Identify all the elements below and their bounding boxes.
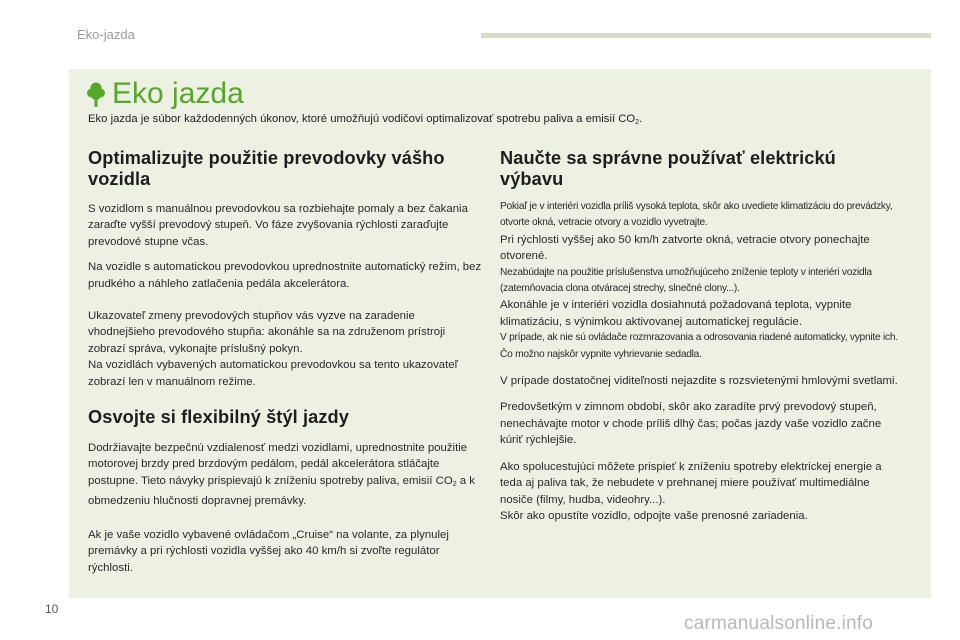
paragraph: Ak je vaše vozidlo vybavené ovládačom „Cruise“ na volante, za plynulej premávky a pri rýchlosti vozidla vyššej ako 40 km/h si zvoľte regulátor rýchlosti.: [88, 528, 449, 574]
page-title: Eko jazda: [112, 77, 244, 110]
paragraph: Ukazovateľ zmeny prevodových stupňov vás vyzve na zaradenie vhodnejšieho prevodového stupňa: akonáhle sa na združenom prístroji zobrazí správa, vykonajte príslušný pokyn.: [88, 310, 446, 355]
tree-icon: [87, 82, 105, 108]
paragraph: V prípade, ak nie sú ovládače rozmrazovania a odrosovania riadené automaticky, vypnite ich.: [500, 332, 898, 344]
paragraph: V prípade dostatočnej viditeľnosti nejazdite s rozsvietenými hmlovými svetlami.: [500, 375, 898, 388]
paragraph: Pri rýchlosti vyššej ako 50 km/h zatvorte okná, vetracie otvory ponechajte otvorené.: [500, 233, 870, 263]
paragraph: Predovšetkým v zimnom období, skôr ako zaradíte prvý prevodový stupeň, nenechávajte motor v chode príliš dlhý čas; počas jazdy vaše vozidlo začne kúriť rýchlejšie.: [500, 401, 882, 447]
heading-electrical: Naučte sa správne používať elektrickú výbavu: [500, 148, 836, 189]
right-column: [500, 148, 900, 524]
paragraph: Akonáhle je v interiéri vozidla dosiahnutá požadovaná teplota, vypnite klimatizáciu, s výnimkou aktivovanej automatickej regulácie.: [500, 299, 852, 328]
header-rule: [481, 33, 931, 38]
section-label: Eko-jazda: [77, 27, 135, 42]
paragraph: Na vozidle s automatickou prevodovkou uprednostnite automatický režim, bez prudkého a náhleho zatlačenia pedála akcelerátora.: [88, 261, 482, 290]
paragraph: Čo možno najskôr vypnite vyhrievanie sedadla.: [500, 348, 702, 360]
paragraph: Pokiaľ je v interiéri vozidla príliš vysoká teplota, skôr ako uvediete klimatizáciu do prevádzky, otvorte okná, vetracie otvory a vozidlo vyvetrajte.: [500, 201, 893, 229]
watermark: carmanualsonline.info: [684, 613, 874, 634]
paragraph: Ako spolucestujúci môžete prispieť k zníženiu spotreby elektrickej energie a teda aj paliva tak, že nebudete v prehnanej miere používať multimediálne nosiče (filmy, hudba, videohry...).: [500, 460, 882, 506]
paragraph: Na vozidlách vybavených automatickou prevodovkou sa tento ukazovateľ zobrazí len v manuálnom režime.: [88, 359, 458, 388]
paragraph: Nezabúdajte na použitie príslušenstva umožňujúceho zníženie teploty v interiéri vozidla (zatemňovacia clona otváracej strechy, slnečné clony...).: [500, 266, 872, 295]
intro-text: Eko jazda je súbor každodenných úkonov, ktoré umožňujú vodičovi optimalizovať spotrebu paliva a emisií $CO_2$.: [88, 113, 643, 126]
heading-driving-style: Osvojte si flexibilný štýl jazdy: [88, 407, 349, 428]
paragraph: Dodržiavajte bezpečnú vzdialenosť medzi vozidlami, uprednostnite použitie motorovej brzdy pred brzdovým pedálom, pedál akcelerátora stláčajte postupne. Tieto návyky prispievajú k zníženiu spotreby paliva, emisií $CO_2$ a k obmedzeniu hlučnosti dopravnej premávky.: [88, 442, 475, 508]
paragraph: Skôr ako opustíte vozidlo, odpojte vaše prenosné zariadenia.: [500, 509, 808, 522]
heading-gearbox: Optimalizujte použitie prevodovky vášho vozidla: [88, 148, 445, 189]
left-column: [88, 148, 483, 576]
page-number: 10: [45, 602, 59, 616]
paragraph: S vozidlom s manuálnou prevodovkou sa rozbiehajte pomaly a bez čakania zaraďte vyšší prevodový stupeň. Vo fáze zvyšovania rýchlosti zaraďujte prevodové stupne včas.: [88, 203, 468, 248]
